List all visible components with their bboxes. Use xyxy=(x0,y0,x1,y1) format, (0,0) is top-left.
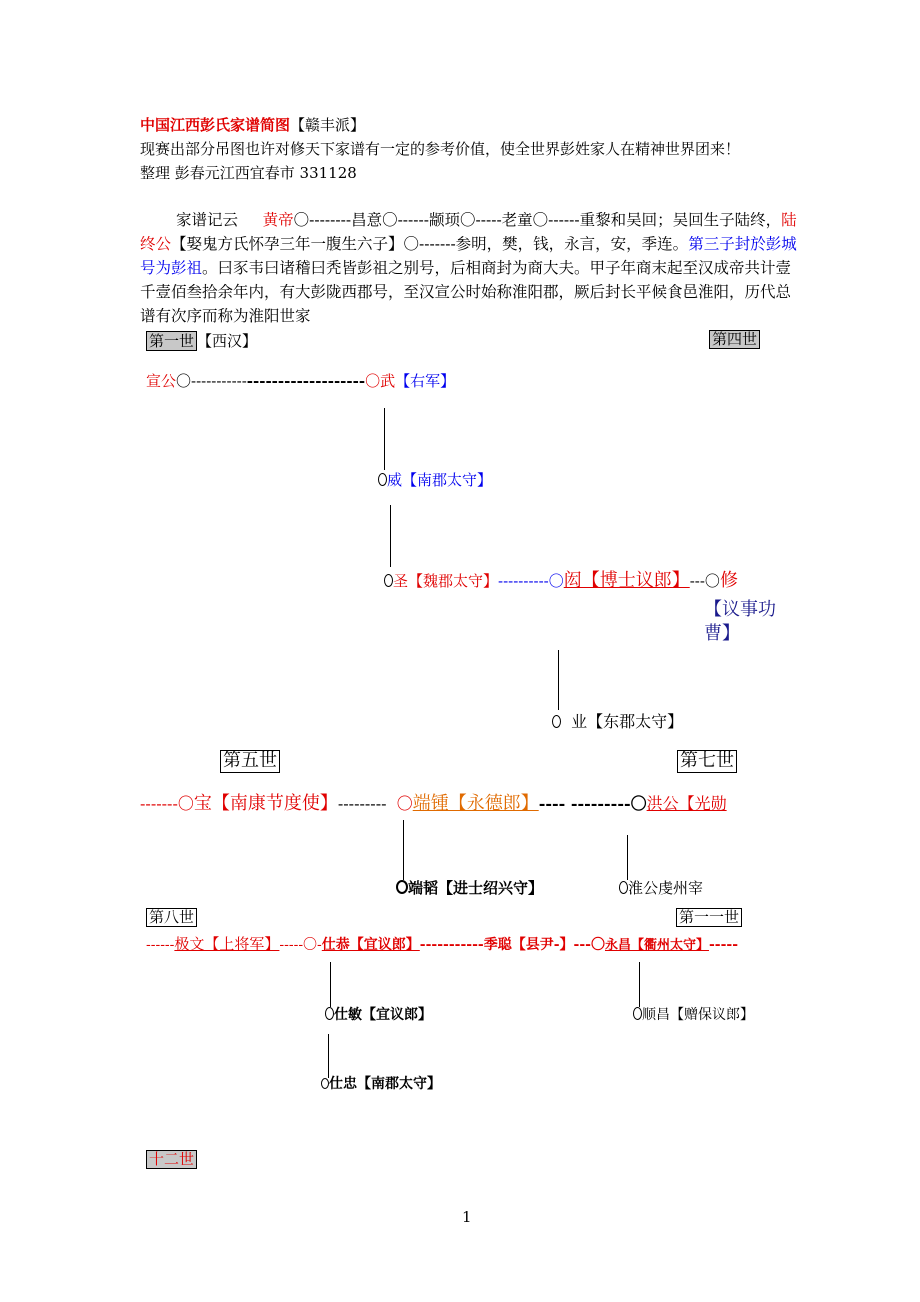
shunchang-row xyxy=(633,1004,754,1024)
jiwen: 极文【上将军】 xyxy=(174,935,280,953)
sheng: 圣 xyxy=(393,572,409,590)
shimin: 仕敏【宜议郎】 xyxy=(334,1007,432,1023)
xuangong-row xyxy=(146,370,455,391)
compiler-line: 整理 彭春元江西宜春市 331128 xyxy=(140,164,357,182)
wu: 〇武 xyxy=(365,372,396,390)
shizhong-row xyxy=(321,1073,441,1093)
dz-dashes: ---- ---------〇 xyxy=(538,794,647,813)
doc-title: 中国江西彭氏家谱简图 xyxy=(140,116,291,134)
xiu: 修 xyxy=(719,570,738,591)
wei-row xyxy=(378,469,492,490)
intro-legend: 【娶鬼方氏怀孕三年一腹生六子】〇-------参明，樊，钱，永言，安，季连。 xyxy=(171,235,689,253)
shizhong: 仕忠【南郡太守】 xyxy=(329,1076,441,1092)
gen-label-12: 十二世 xyxy=(146,1150,197,1169)
sg-dashes: ----------- xyxy=(419,937,484,953)
luzhong-gong: 陆终公 xyxy=(140,211,797,253)
gen-label-11: 第一一世 xyxy=(676,908,742,927)
wei-title: 【南郡太守】 xyxy=(402,471,493,489)
node-oval xyxy=(633,1007,642,1020)
duantao: 端韬【进士绍兴守】 xyxy=(408,879,544,897)
tree-line-bao xyxy=(403,820,404,880)
huaigong: 淮公虔州宰 xyxy=(628,879,704,897)
honggong: 洪公【光勋 xyxy=(646,794,727,813)
intro-lead: 家谱记云 xyxy=(176,211,239,229)
bao-dashes: --------- xyxy=(337,794,387,813)
third-son-note: 第三子封於彭城号为彭祖 xyxy=(140,235,797,277)
sheng-title: 【魏郡太守】 xyxy=(408,572,499,590)
gen-label-4: 第四世 xyxy=(709,330,760,349)
sheng-row xyxy=(384,566,738,592)
jiwen-row xyxy=(146,933,738,954)
page-number: 1 xyxy=(462,1208,472,1226)
node-oval xyxy=(396,880,408,894)
gen-label-8: 第八世 xyxy=(146,908,197,927)
duanzhong: 端锺【永德郎】 xyxy=(412,793,539,814)
intro-rest: 。曰豕韦曰诸稽曰秃皆彭祖之别号，后相商封为商大夫。甲子年商末起至汉成帝共计壹千壹佰叁拾余年内，有大彭陇西郡号，至汉宣公时始称淮阳郡，厥后封长平候食邑淮阳，历代总谱有次序而称为淮阳世家 xyxy=(140,259,792,325)
node-oval xyxy=(619,881,628,894)
gen-label-1: 第一世 xyxy=(146,331,197,351)
row1-dashes-bold: ------------------- xyxy=(246,372,366,390)
tree-line-hong xyxy=(558,650,559,710)
row1-dashes: 〇----------- xyxy=(176,372,247,390)
node-oval xyxy=(552,715,561,728)
jc-dashes: ---〇 xyxy=(573,937,605,953)
lead-dashes: ------ xyxy=(146,937,175,953)
huaigong-row xyxy=(619,877,703,898)
xiu-title-1: 【议事功 xyxy=(704,599,776,620)
oval-glyph: 〇 xyxy=(396,794,413,813)
node-oval xyxy=(325,1007,334,1020)
tree-line-wei xyxy=(390,505,391,567)
ye-row xyxy=(552,709,683,732)
yongchang: 永昌【衢州太守】 xyxy=(604,938,709,953)
branch-label: 【赣丰派】 xyxy=(290,116,366,134)
tree-line-yongchang xyxy=(639,962,640,1007)
wu-title: 【右军】 xyxy=(395,372,456,390)
huangdi: 黄帝 xyxy=(262,211,294,229)
shigong: 仕恭【宜议郎】 xyxy=(321,937,420,953)
hong-dashes: ---〇 xyxy=(689,572,720,590)
shimin-row xyxy=(325,1004,432,1024)
ye: 业【东郡太守】 xyxy=(571,712,684,731)
doc-title-line xyxy=(140,114,365,135)
gen-row-1 xyxy=(146,330,257,351)
intro-chain: 〇--------昌意〇------颛顼〇-----老童〇------重黎和吴回；吴回生子陆终， xyxy=(293,211,782,229)
duantao-row xyxy=(396,877,543,898)
bao: 宝【南康节度使】 xyxy=(193,793,338,814)
tree-line-shigong xyxy=(330,962,331,1007)
tree-line-honggong xyxy=(627,835,628,880)
shunchang: 顺昌【赠保议郎】 xyxy=(642,1007,754,1023)
xuangong: 宣公 xyxy=(146,372,177,390)
bao-row xyxy=(140,789,727,815)
tree-line-wu xyxy=(384,408,385,470)
lead-dashes: -------〇 xyxy=(140,794,194,813)
tree-line-shimin xyxy=(328,1034,329,1078)
intro-paragraph xyxy=(140,208,800,328)
jw-dashes: -----〇- xyxy=(279,937,322,953)
gen-label-5: 第五世 xyxy=(220,750,280,773)
sheng-dashes: ----------〇 xyxy=(498,572,564,590)
jicong: 季聪【县尹-】 xyxy=(483,937,574,953)
wei: 威 xyxy=(387,471,403,489)
node-oval xyxy=(378,473,387,486)
doc-subtitle: 现赛出部分吊图也许对修天下家谱有一定的参考价值，使全世界彭姓家人在精神世界团来！ xyxy=(140,140,741,158)
hong: 闳【博士议郎】 xyxy=(563,570,690,591)
node-oval xyxy=(321,1078,329,1089)
yc-dashes: ----- xyxy=(708,937,739,953)
era-label: 【西汉】 xyxy=(197,332,258,350)
node-oval xyxy=(384,574,393,587)
gen-label-7: 第七世 xyxy=(677,750,737,773)
xiu-title-2: 曹】 xyxy=(704,623,740,644)
